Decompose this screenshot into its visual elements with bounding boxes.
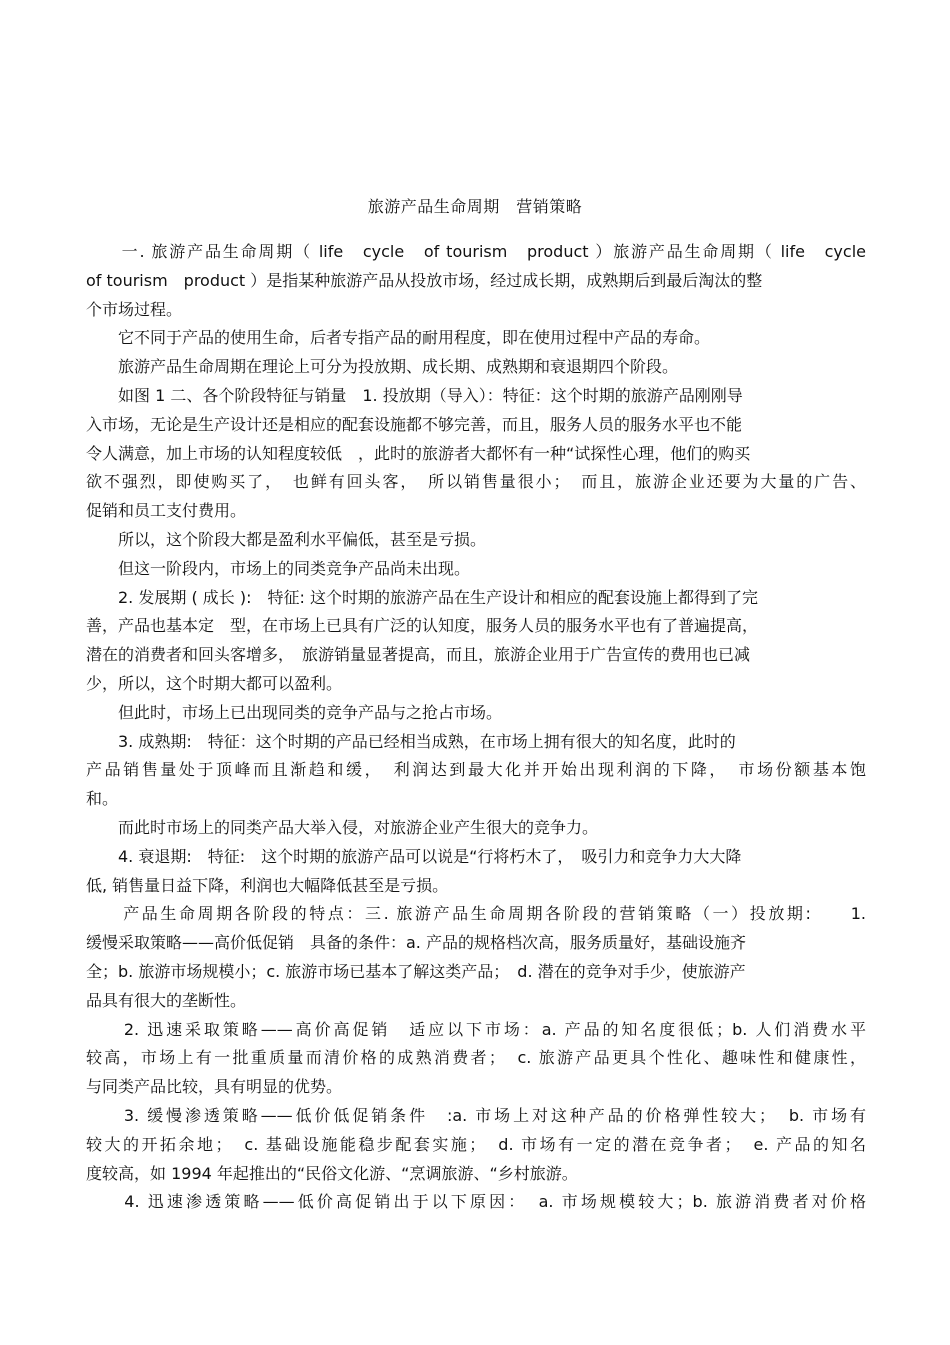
body-line: 少，所以，这个时期大都可以盈利。 (86, 674, 343, 693)
body-line: 低, 销售量日益下降，利润也大幅降低甚至是亏损。 (86, 876, 449, 895)
body-line: 个市场过程。 (86, 300, 183, 319)
body-line: 促销和员工支付费用。 (86, 501, 247, 520)
body-line: 4. 衰退期: 特征: 这个时期的旅游产品可以说是“行将朽木了， 吸引力和竞争力大大降 (86, 847, 742, 866)
body-line: 产品销售量处于顶峰而且渐趋和缓， 利润达到最大化并开始出现利润的下降， 市场份额基本饱 (86, 760, 866, 779)
body-line: 产品生命周期各阶段的特点：三. 旅游产品生命周期各阶段的营销策略（一）投放期: 1. (86, 904, 866, 923)
document-title: 旅游产品生命周期 营销策略 (367, 197, 583, 216)
body-line: 而此时市场上的同类产品大举入侵，对旅游企业产生很大的竞争力。 (86, 818, 599, 837)
body-line: 与同类产品比较，具有明显的优势。 (86, 1077, 343, 1096)
body-line: 2. 迅速采取策略——高价高促销 适应以下市场：a. 产品的知名度很低；b. 人们消费水平 (86, 1020, 866, 1039)
body-line: 潜在的消费者和回头客增多， 旅游销量显著提高，而且，旅游企业用于广告宣传的费用也已减 (86, 645, 751, 664)
body-line: 欲不强烈，即使购买了， 也鲜有回头客， 所以销售量很小； 而且，旅游企业还要为大量的广告、 (86, 472, 866, 491)
body-line: 入市场，无论是生产设计还是相应的配套设施都不够完善，而且，服务人员的服务水平也不能 (86, 415, 743, 434)
body-line: 较高，市场上有一批重质量而清价格的成熟消费者； c. 旅游产品更具个性化、趣味性和健康性， (86, 1048, 866, 1067)
body-line: 较大的开拓余地； c. 基础设施能稳步配套实施； d. 市场有一定的潜在竞争者； e. 产品的知名 (86, 1135, 866, 1154)
body-line: 全；b. 旅游市场规模小；c. 旅游市场已基本了解这类产品； d. 潜在的竞争对手少，使旅游产 (86, 962, 746, 981)
body-line: 所以，这个阶段大都是盈利水平偏低，甚至是亏损。 (86, 530, 487, 549)
body-line: of tourism product ）是指某种旅游产品从投放市场，经过成长期，成熟期后到最后淘汰的整 (86, 271, 763, 290)
body-line: 4. 迅速渗透策略——低价高促销出于以下原因： a. 市场规模较大；b. 旅游消费者对价格 (86, 1192, 866, 1211)
body-line: 3. 成熟期: 特征：这个时期的产品已经相当成熟，在市场上拥有很大的知名度，此时的 (86, 732, 736, 751)
body-line: 令人满意，加上市场的认知程度较低 ，此时的旅游者大都怀有一种“试探性心理，他们的购买 (86, 444, 751, 463)
body-line: 如图 1 二、各个阶段特征与销量 1. 投放期（导入）：特征：这个时期的旅游产品刚刚导 (86, 386, 743, 405)
body-line: 它不同于产品的使用生命，后者专指产品的耐用程度，即在使用过程中产品的寿命。 (86, 328, 711, 347)
body-line: 一. 旅游产品生命周期（ life cycle of tourism product ）旅游产品生命周期（ life cycle (86, 242, 866, 261)
body-line: 品具有很大的垄断性。 (86, 991, 247, 1010)
body-line: 缓慢采取策略——高价低促销 具备的条件：a. 产品的规格档次高，服务质量好，基础设施齐 (86, 933, 746, 952)
body-line: 和。 (86, 789, 119, 808)
body-line: 3. 缓慢渗透策略——低价低促销条件 :a. 市场上对这种产品的价格弹性较大； b. 市场有 (86, 1106, 866, 1125)
body-line: 善，产品也基本定 型，在市场上已具有广泛的认知度，服务人员的服务水平也有了普遍提高， (86, 616, 759, 635)
body-line: 但此时，市场上已出现同类的竞争产品与之抢占市场。 (86, 703, 503, 722)
body-line: 但这一阶段内，市场上的同类竞争产品尚未出现。 (86, 559, 471, 578)
body-line: 旅游产品生命周期在理论上可分为投放期、成长期、成熟期和衰退期四个阶段。 (86, 357, 679, 376)
body-line: 2. 发展期 ( 成长 ): 特征: 这个时期的旅游产品在生产设计和相应的配套设施上都得到了完 (86, 588, 758, 607)
body-line: 度较高，如 1994 年起推出的“民俗文化游、“烹调旅游、“乡村旅游。 (86, 1164, 578, 1183)
